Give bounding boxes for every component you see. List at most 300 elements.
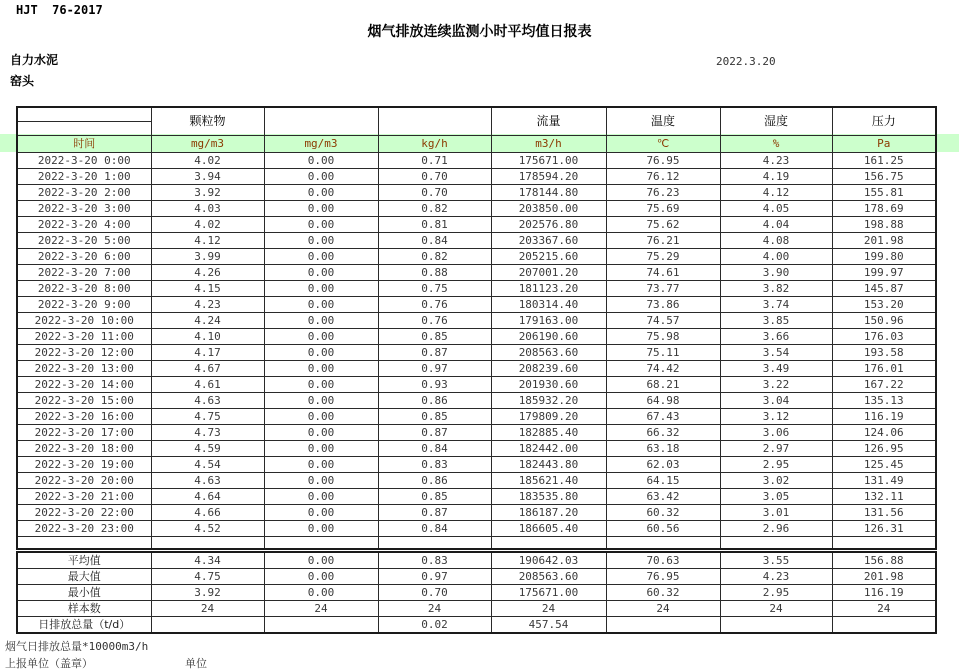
value-cell: 186187.20 [491,505,606,521]
value-cell: 201.98 [832,233,936,249]
value-cell: 4.64 [151,489,264,505]
summary-value-cell: 4.75 [151,569,264,585]
time-cell: 2022-3-20 23:00 [17,521,151,537]
table-row [17,377,936,393]
group-header-cell: 流量 [491,107,606,136]
value-cell: 4.63 [151,393,264,409]
value-cell: 3.85 [720,313,832,329]
value-cell: 203367.60 [491,233,606,249]
value-cell: 4.23 [151,297,264,313]
value-cell: 180314.40 [491,297,606,313]
value-cell: 3.49 [720,361,832,377]
table-row [17,153,936,169]
value-cell: 4.15 [151,281,264,297]
table-row [17,201,936,217]
value-cell: 0.00 [264,281,378,297]
value-cell: 4.61 [151,377,264,393]
value-cell: 185621.40 [491,473,606,489]
value-cell: 186605.40 [491,521,606,537]
unit-header-row [17,136,936,153]
value-cell: 75.69 [606,201,720,217]
table-row [17,329,936,345]
value-cell: 76.12 [606,169,720,185]
time-cell: 2022-3-20 14:00 [17,377,151,393]
summary-value-cell [151,617,264,634]
value-cell: 60.56 [606,521,720,537]
value-cell: 193.58 [832,345,936,361]
group-header-cell [378,107,491,136]
summary-value-cell: 0.02 [378,617,491,634]
value-cell: 161.25 [832,153,936,169]
summary-row [17,617,936,634]
value-cell: 3.12 [720,409,832,425]
time-cell: 2022-3-20 1:00 [17,169,151,185]
value-cell: 0.84 [378,521,491,537]
value-cell: 0.00 [264,217,378,233]
value-cell: 4.19 [720,169,832,185]
table-row [17,169,936,185]
value-cell: 0.00 [264,505,378,521]
value-cell: 0.00 [264,345,378,361]
value-cell: 145.87 [832,281,936,297]
value-cell: 4.24 [151,313,264,329]
value-cell: 63.18 [606,441,720,457]
unit-cell: Pa [832,136,936,153]
value-cell: 75.29 [606,249,720,265]
value-cell: 4.54 [151,457,264,473]
summary-value-cell [720,617,832,634]
time-cell: 2022-3-20 17:00 [17,425,151,441]
value-cell: 132.11 [832,489,936,505]
summary-value-cell: 76.95 [606,569,720,585]
value-cell: 0.00 [264,409,378,425]
summary-label-cell: 最大值 [17,569,151,585]
table-row [17,345,936,361]
summary-value-cell: 3.92 [151,585,264,601]
value-cell: 182443.80 [491,457,606,473]
value-cell: 4.03 [151,201,264,217]
value-cell: 0.70 [378,169,491,185]
value-cell: 126.31 [832,521,936,537]
flow-total-footnote: 烟气日排放总量*10000m3/h [5,640,149,653]
table-row [17,425,936,441]
value-cell: 3.02 [720,473,832,489]
group-header-cell: 湿度 [720,107,832,136]
time-cell: 2022-3-20 8:00 [17,281,151,297]
value-cell: 203850.00 [491,201,606,217]
summary-value-cell: 60.32 [606,585,720,601]
value-cell: 3.05 [720,489,832,505]
value-cell: 74.42 [606,361,720,377]
value-cell: 63.42 [606,489,720,505]
table-row [17,457,936,473]
summary-value-cell: 116.19 [832,585,936,601]
table-row [17,505,936,521]
value-cell: 156.75 [832,169,936,185]
summary-label-cell: 样本数 [17,601,151,617]
group-header-cell: 压力 [832,107,936,136]
value-cell: 0.86 [378,473,491,489]
unit-cell: % [720,136,832,153]
value-cell: 2.95 [720,457,832,473]
value-cell: 0.76 [378,313,491,329]
table-row [17,313,936,329]
unit-cell: ℃ [606,136,720,153]
value-cell: 0.00 [264,297,378,313]
summary-row [17,585,936,601]
summary-value-cell: 0.00 [264,585,378,601]
value-cell: 75.11 [606,345,720,361]
value-cell: 3.04 [720,393,832,409]
value-cell: 0.93 [378,377,491,393]
value-cell: 3.06 [720,425,832,441]
value-cell: 64.15 [606,473,720,489]
value-cell: 68.21 [606,377,720,393]
value-cell: 0.00 [264,265,378,281]
value-cell: 75.98 [606,329,720,345]
value-cell: 0.97 [378,361,491,377]
time-cell: 2022-3-20 15:00 [17,393,151,409]
value-cell: 3.94 [151,169,264,185]
summary-value-cell: 24 [606,601,720,617]
summary-value-cell: 3.55 [720,552,832,569]
value-cell: 0.85 [378,329,491,345]
value-cell: 0.00 [264,377,378,393]
value-cell: 0.00 [264,233,378,249]
summary-value-cell: 4.34 [151,552,264,569]
value-cell: 0.75 [378,281,491,297]
empty-cell [491,537,606,550]
group-header-cell: 颗粒物 [151,107,264,136]
value-cell: 0.00 [264,489,378,505]
time-cell: 2022-3-20 19:00 [17,457,151,473]
time-cell: 2022-3-20 11:00 [17,329,151,345]
value-cell: 67.43 [606,409,720,425]
empty-cell [606,537,720,550]
value-cell: 0.76 [378,297,491,313]
value-cell: 74.57 [606,313,720,329]
time-cell: 2022-3-20 21:00 [17,489,151,505]
value-cell: 0.00 [264,201,378,217]
value-cell: 176.01 [832,361,936,377]
summary-row [17,569,936,585]
value-cell: 4.17 [151,345,264,361]
time-cell: 2022-3-20 9:00 [17,297,151,313]
value-cell: 0.85 [378,409,491,425]
value-cell: 0.00 [264,393,378,409]
value-cell: 0.00 [264,153,378,169]
value-cell: 4.26 [151,265,264,281]
value-cell: 73.77 [606,281,720,297]
value-cell: 176.03 [832,329,936,345]
value-cell: 0.00 [264,329,378,345]
value-cell: 153.20 [832,297,936,313]
value-cell: 182442.00 [491,441,606,457]
value-cell: 0.70 [378,185,491,201]
time-cell: 2022-3-20 13:00 [17,361,151,377]
value-cell: 201930.60 [491,377,606,393]
group-header-cell: 温度 [606,107,720,136]
value-cell: 0.83 [378,457,491,473]
summary-value-cell [832,617,936,634]
report-date: 2022.3.20 [716,55,776,68]
value-cell: 178.69 [832,201,936,217]
time-cell: 2022-3-20 6:00 [17,249,151,265]
time-cell: 2022-3-20 7:00 [17,265,151,281]
value-cell: 206190.60 [491,329,606,345]
table-row [17,281,936,297]
summary-value-cell: 0.70 [378,585,491,601]
value-cell: 4.10 [151,329,264,345]
unit-cell: m3/h [491,136,606,153]
time-group-cell [17,122,151,136]
value-cell: 0.88 [378,265,491,281]
summary-body [17,552,936,633]
summary-value-cell: 24 [378,601,491,617]
value-cell: 4.12 [151,233,264,249]
value-cell: 0.00 [264,249,378,265]
value-cell: 0.00 [264,441,378,457]
time-cell: 2022-3-20 4:00 [17,217,151,233]
summary-value-cell: 24 [264,601,378,617]
summary-label-cell: 平均值 [17,552,151,569]
value-cell: 198.88 [832,217,936,233]
value-cell: 208239.60 [491,361,606,377]
value-cell: 3.22 [720,377,832,393]
summary-value-cell: 0.83 [378,552,491,569]
value-cell: 66.32 [606,425,720,441]
table-row [17,489,936,505]
value-cell: 199.80 [832,249,936,265]
doc-standard-code: HJT 76-2017 [16,3,103,17]
unit-cell: mg/m3 [264,136,378,153]
value-cell: 0.00 [264,313,378,329]
table-body [17,153,936,550]
value-cell: 4.02 [151,153,264,169]
table-row [17,393,936,409]
empty-cell [17,537,151,550]
value-cell: 0.00 [264,361,378,377]
table-row [17,441,936,457]
value-cell: 181123.20 [491,281,606,297]
value-cell: 4.52 [151,521,264,537]
value-cell: 3.54 [720,345,832,361]
table-row [17,233,936,249]
value-cell: 0.00 [264,185,378,201]
value-cell: 124.06 [832,425,936,441]
value-cell: 179163.00 [491,313,606,329]
summary-label-cell: 最小值 [17,585,151,601]
value-cell: 2.96 [720,521,832,537]
value-cell: 0.87 [378,425,491,441]
time-cell: 2022-3-20 3:00 [17,201,151,217]
value-cell: 131.49 [832,473,936,489]
value-cell: 178594.20 [491,169,606,185]
value-cell: 2.97 [720,441,832,457]
value-cell: 4.66 [151,505,264,521]
summary-value-cell: 24 [832,601,936,617]
value-cell: 60.32 [606,505,720,521]
value-cell: 202576.80 [491,217,606,233]
value-cell: 179809.20 [491,409,606,425]
value-cell: 4.12 [720,185,832,201]
value-cell: 3.90 [720,265,832,281]
group-header-cell [264,107,378,136]
monitor-point-name: 窑头 [10,74,35,88]
summary-value-cell: 4.23 [720,569,832,585]
table-row [17,361,936,377]
summary-value-cell: 208563.60 [491,569,606,585]
value-cell: 155.81 [832,185,936,201]
value-cell: 135.13 [832,393,936,409]
value-cell: 199.97 [832,265,936,281]
value-cell: 0.82 [378,201,491,217]
value-cell: 62.03 [606,457,720,473]
table-header [17,107,936,153]
value-cell: 178144.80 [491,185,606,201]
time-cell: 2022-3-20 16:00 [17,409,151,425]
value-cell: 0.84 [378,233,491,249]
value-cell: 3.82 [720,281,832,297]
value-cell: 0.00 [264,457,378,473]
value-cell: 76.21 [606,233,720,249]
empty-row [17,537,936,550]
table-row [17,249,936,265]
company-name: 自力水泥 [10,53,59,67]
value-cell: 0.00 [264,425,378,441]
summary-row [17,552,936,569]
time-cell: 2022-3-20 10:00 [17,313,151,329]
hourly-data-table [16,106,937,550]
value-cell: 4.73 [151,425,264,441]
value-cell: 0.87 [378,345,491,361]
empty-cell [264,537,378,550]
summary-value-cell: 457.54 [491,617,606,634]
value-cell: 4.75 [151,409,264,425]
summary-value-cell: 2.95 [720,585,832,601]
summary-value-cell: 201.98 [832,569,936,585]
value-cell: 64.98 [606,393,720,409]
empty-cell [720,537,832,550]
summary-label-cell: 日排放总量（t/d） [17,617,151,634]
time-cell: 2022-3-20 12:00 [17,345,151,361]
summary-value-cell: 156.88 [832,552,936,569]
value-cell: 175671.00 [491,153,606,169]
summary-value-cell: 175671.00 [491,585,606,601]
summary-row [17,601,936,617]
value-cell: 185932.20 [491,393,606,409]
value-cell: 205215.60 [491,249,606,265]
unit-cell: kg/h [378,136,491,153]
summary-value-cell: 24 [151,601,264,617]
table-row [17,185,936,201]
value-cell: 76.23 [606,185,720,201]
unit-label: 单位 [185,657,207,670]
value-cell: 3.74 [720,297,832,313]
value-cell: 3.99 [151,249,264,265]
time-cell: 2022-3-20 22:00 [17,505,151,521]
value-cell: 4.08 [720,233,832,249]
table-row [17,473,936,489]
time-cell: 2022-3-20 5:00 [17,233,151,249]
value-cell: 0.00 [264,169,378,185]
value-cell: 125.45 [832,457,936,473]
summary-value-cell: 24 [491,601,606,617]
summary-value-cell: 190642.03 [491,552,606,569]
value-cell: 207001.20 [491,265,606,281]
value-cell: 0.87 [378,505,491,521]
summary-value-cell [606,617,720,634]
value-cell: 4.02 [151,217,264,233]
value-cell: 0.85 [378,489,491,505]
value-cell: 182885.40 [491,425,606,441]
empty-cell [378,537,491,550]
empty-cell [151,537,264,550]
value-cell: 4.63 [151,473,264,489]
value-cell: 4.00 [720,249,832,265]
table-row [17,409,936,425]
value-cell: 73.86 [606,297,720,313]
value-cell: 4.04 [720,217,832,233]
value-cell: 4.23 [720,153,832,169]
value-cell: 126.95 [832,441,936,457]
value-cell: 4.59 [151,441,264,457]
time-group-cell [17,107,151,122]
value-cell: 0.82 [378,249,491,265]
summary-value-cell [264,617,378,634]
value-cell: 0.81 [378,217,491,233]
value-cell: 131.56 [832,505,936,521]
unit-cell: mg/m3 [151,136,264,153]
time-cell: 2022-3-20 0:00 [17,153,151,169]
value-cell: 4.67 [151,361,264,377]
reporting-unit-label: 上报单位（盖章） [5,657,93,670]
table-row [17,217,936,233]
empty-cell [832,537,936,550]
value-cell: 3.92 [151,185,264,201]
table-row [17,265,936,281]
value-cell: 75.62 [606,217,720,233]
table-row [17,297,936,313]
value-cell: 0.86 [378,393,491,409]
value-cell: 0.00 [264,521,378,537]
page-title: 烟气排放连续监测小时平均值日报表 [367,24,592,40]
value-cell: 208563.60 [491,345,606,361]
summary-value-cell: 0.00 [264,552,378,569]
group-header-row [17,107,936,122]
summary-table [16,551,937,634]
value-cell: 76.95 [606,153,720,169]
value-cell: 3.01 [720,505,832,521]
summary-value-cell: 70.63 [606,552,720,569]
table-row [17,521,936,537]
time-cell: 2022-3-20 18:00 [17,441,151,457]
value-cell: 167.22 [832,377,936,393]
value-cell: 4.05 [720,201,832,217]
value-cell: 150.96 [832,313,936,329]
value-cell: 116.19 [832,409,936,425]
time-cell: 2022-3-20 2:00 [17,185,151,201]
value-cell: 3.66 [720,329,832,345]
value-cell: 0.84 [378,441,491,457]
summary-value-cell: 0.00 [264,569,378,585]
summary-value-cell: 0.97 [378,569,491,585]
unit-cell: 时间 [17,136,151,153]
value-cell: 0.00 [264,473,378,489]
value-cell: 0.71 [378,153,491,169]
time-cell: 2022-3-20 20:00 [17,473,151,489]
value-cell: 74.61 [606,265,720,281]
